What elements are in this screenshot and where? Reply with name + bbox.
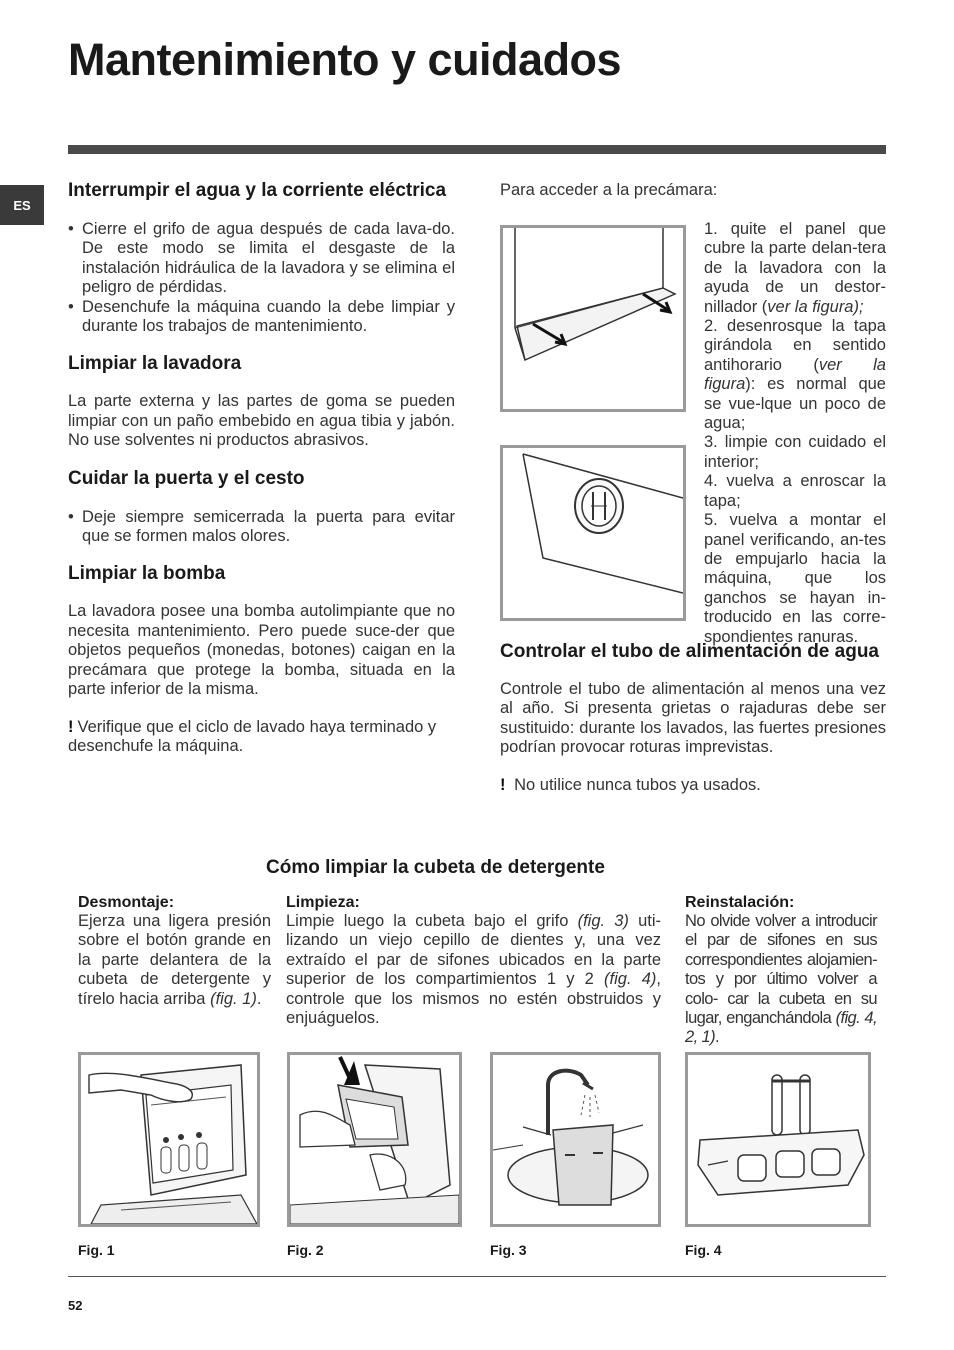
panel-removal-illustration [503,228,683,409]
cleaning-mid: uti-lizando un viejo cepillo de dientes y, una vez extraído el par de sifones ubicados en la parte superior de los compartimientos 1 y 2 [286,912,661,989]
step-5: 5. vuelva a montar el panel verificando, an-tes de empujarlo hacia la máquina, que los ganchos se hayan in-troducido en las corre-spondientes ranuras. [704,511,886,646]
step-4: 4. vuelva a enroscar la tapa; [704,472,886,510]
warning-icon: ! [68,717,74,736]
figure-4-label: Fig. 4 [685,1242,722,1258]
drawer-removal-illustration [81,1055,257,1224]
reinstall-body: No olvide volver a introducir el par de sifones en sus correspondientes alojamien-tos y por último volver a colo- car la cubeta en su lugar, enganchándola [685,912,877,1028]
cleaning-text [286,912,661,1028]
pump-warning-text: Verifique que el ciclo de lavado haya terminado y desenchufe la máquina. [68,717,437,755]
figure-1-label: Fig. 1 [78,1242,115,1258]
clean-pump-text: La lavadora posee una bomba autolimpiante que no necesita mantenimiento. Pero puede suce-der que objetos pequeños (monedas, botones) caigan en la precámara que protege la bomba, situada en la parte inferior de la misma. [68,602,455,699]
list-item: • Desenchufe la máquina cuando la debe limpiar y durante los trabajos de mantenimiento. [68,298,455,337]
clean-washer-text: La parte externa y las partes de goma se pueden limpiar con un paño embebido en agua tibia y jabón. No use solventes ni productos abrasivos. [68,392,455,450]
cleaning-title: Limpieza: [286,894,360,911]
step-1 [704,220,886,317]
door-drum-list [68,508,455,547]
reinstall-title: Reinstalación: [685,894,795,911]
page-number: 52 [68,1298,83,1313]
footer-rule [68,1276,886,1277]
step-1-ref: ver la figura); [767,297,864,316]
hose-section [500,642,886,795]
warning-icon: ! [500,775,506,794]
reinstall-column [685,894,877,1048]
removal-ref: (fig. 1) [210,989,257,1008]
drawer-lift-illustration [290,1055,459,1224]
language-tab: ES [0,185,44,225]
section-title-water-power: Interrumpir el agua y la corriente eléctrica [68,180,447,201]
cleaning-ref-2: (fig. 4) [604,970,657,989]
title-rule [68,145,886,154]
cleaning-body: Limpie luego la cubeta bajo el grifo [286,912,578,930]
panel-removal-figure [500,225,686,412]
section-title-detergent-drawer: Cómo limpiar la cubeta de detergente [266,857,605,878]
step-2-text: 2. desenrosque la tapa girándola en sentido antihorario ( [704,317,886,374]
hose-warning [500,776,886,795]
figure-3-label: Fig. 3 [490,1242,527,1258]
section-title-door-drum: Cuidar la puerta y el cesto [68,467,305,489]
list-item: • Deje siempre semicerrada la puerta para evitar que se formen malos olores. [68,508,455,547]
removal-end: . [256,989,262,1008]
precamera-steps [704,220,886,647]
figure-4 [685,1052,871,1227]
removal-column [78,894,271,1009]
figure-3 [490,1052,661,1227]
reinstall-text [685,912,877,1048]
figure-1 [78,1052,260,1227]
removal-title: Desmontaje: [78,894,175,911]
hose-text: Controle el tubo de alimentación al menos una vez al año. Si presenta grietas o rajaduras debe ser sustituido: durante los lavados, las fuertes presiones podrían provocar roturas imprevistas. [500,680,886,757]
section-title-clean-washer: Limpiar la lavadora [68,353,242,375]
siphon-illustration [688,1055,868,1224]
step-2-end: ): es normal que se vue-lque un poco de agua; [704,375,886,433]
step-2 [704,317,886,433]
cleaning-ref-1: (fig. 3) [577,912,629,930]
removal-body: Ejerza una ligera presión sobre el botón grande en la parte delantera de la cubeta de detergente y tírelo hacia arriba [78,912,271,1008]
list-item: • Cierre el grifo de agua después de cada lava-do. De este modo se limita el desgaste de la instalación hidráulica de la lavadora y se elimina el peligro de pérdidas. [68,220,455,298]
step-3: 3. limpie con cuidado el interior; [704,433,886,471]
precamera-intro: Para acceder a la precámara: [500,181,718,199]
step-2-ref: ver la figura [704,355,886,394]
figure-2-label: Fig. 2 [287,1242,324,1258]
cleaning-end: , controle que los mismos no estén obstruidos y enjuáguelos. [286,970,661,1028]
hose-warning-text: No utilice nunca tubos ya usados. [514,775,761,794]
removal-text [78,912,271,1009]
pump-cap-figure [500,445,686,621]
pump-cap-illustration [503,448,683,618]
left-column [68,181,455,756]
pump-warning [68,718,455,757]
section-title-clean-pump: Limpiar la bomba [68,563,226,585]
water-power-list [68,220,455,336]
cleaning-column [286,894,661,1028]
section-title-hose: Controlar el tubo de alimentación de agua [500,641,879,662]
right-column [500,181,886,794]
drawer-rinse-illustration [493,1055,658,1224]
step-1-text: 1. quite el panel que cubre la parte delan-tera de la lavadora con la ayuda de un destor-nillador ( [704,220,886,316]
figure-2 [287,1052,462,1227]
reinstall-ref: (fig. 4, 2, 1) [685,1009,877,1047]
page-title: Mantenimiento y cuidados [68,34,622,85]
reinstall-end: . [715,1028,720,1047]
